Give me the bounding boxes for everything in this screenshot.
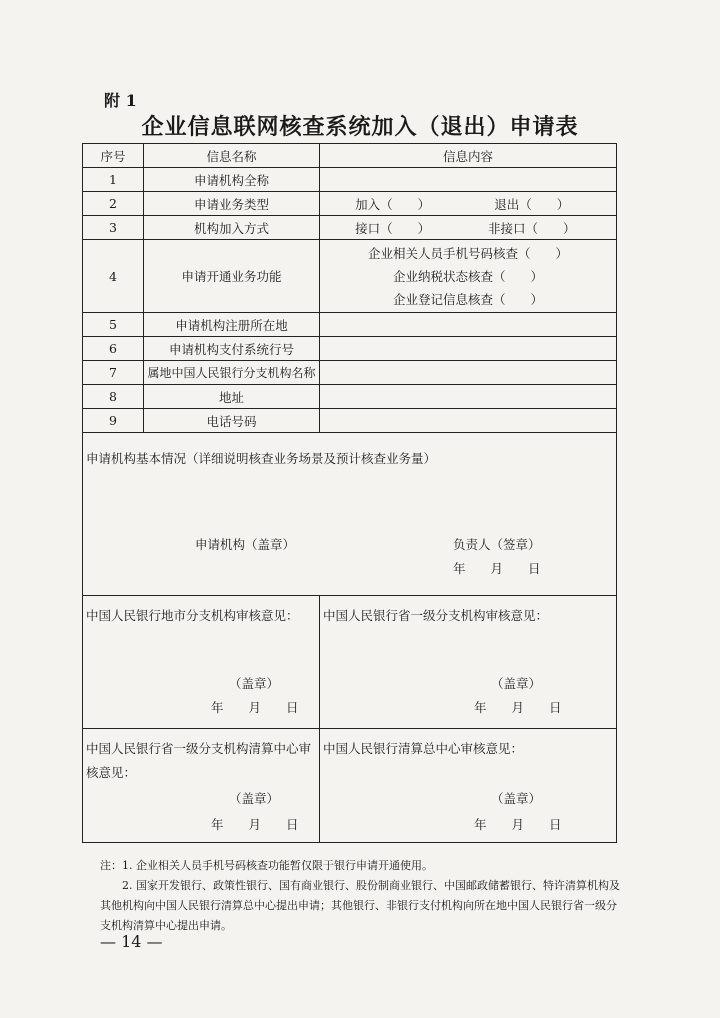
- table-row: [83, 361, 617, 385]
- row-name: 属地中国人民银行分支机构名称: [144, 361, 320, 385]
- join-method-field: [320, 216, 617, 240]
- function-mobile-check[interactable]: 企业相关人员手机号码核查（ ）: [367, 245, 568, 261]
- page-number: — 14 —: [100, 932, 163, 951]
- basic-info-row: [83, 433, 617, 596]
- basic-info-field[interactable]: [83, 433, 617, 596]
- row-name: 机构加入方式: [144, 216, 320, 240]
- business-type-field: [320, 192, 617, 216]
- province-clearing-review-field[interactable]: [83, 729, 320, 843]
- row-name: 申请机构支付系统行号: [144, 337, 320, 361]
- table-row: [83, 192, 617, 216]
- applicant-full-name-field[interactable]: [320, 168, 617, 192]
- row-seq: 1: [83, 168, 144, 192]
- table-row: [83, 216, 617, 240]
- phone-field[interactable]: [320, 409, 617, 433]
- address-field[interactable]: [320, 385, 617, 409]
- city-branch-date: 年 月 日: [211, 700, 299, 715]
- province-branch-seal: （盖章）: [490, 676, 541, 691]
- table-header-row: [83, 144, 617, 168]
- province-clearing-review-label: 中国人民银行省一级分支机构清算中心审核意见：: [86, 741, 312, 780]
- row-seq: 8: [83, 385, 144, 409]
- payment-bank-code-field[interactable]: [320, 337, 617, 361]
- function-tax-status-check[interactable]: 企业纳税状态核查（ ）: [392, 268, 543, 284]
- province-branch-review-field[interactable]: [320, 596, 617, 729]
- province-clearing-seal: （盖章）: [228, 791, 279, 806]
- review-row-1: [83, 596, 617, 729]
- application-form-table: [82, 143, 617, 843]
- header-content: 信息内容: [320, 144, 617, 168]
- header-name: 信息名称: [144, 144, 320, 168]
- registration-location-field[interactable]: [320, 313, 617, 337]
- row-seq: 6: [83, 337, 144, 361]
- applicant-seal-label: 申请机构（盖章）: [195, 537, 296, 552]
- head-clearing-review-label: 中国人民银行清算总中心审核意见：: [323, 741, 524, 756]
- row-name: 申请机构注册所在地: [144, 313, 320, 337]
- row-name: 申请业务类型: [144, 192, 320, 216]
- province-clearing-date: 年 月 日: [211, 817, 299, 832]
- function-registration-check[interactable]: 企业登记信息核查（ ）: [392, 291, 543, 307]
- row-name: 申请机构全称: [144, 168, 320, 192]
- head-clearing-review-field[interactable]: [320, 729, 617, 843]
- city-branch-review-label: 中国人民银行地市分支机构审核意见：: [86, 608, 299, 623]
- applicant-date: 年 月 日: [453, 561, 541, 576]
- head-clearing-date: 年 月 日: [474, 817, 562, 832]
- table-row: [83, 409, 617, 433]
- city-branch-seal: （盖章）: [228, 676, 279, 691]
- basic-info-label: 申请机构基本情况（详细说明核查业务场景及预计核查业务量）: [86, 451, 437, 466]
- row-name: 申请开通业务功能: [144, 240, 320, 313]
- row-name: 地址: [144, 385, 320, 409]
- footnote-1: 注：1. 企业相关人员手机号码核查功能暂仅限于银行申请开通使用。: [100, 859, 433, 872]
- province-branch-date: 年 月 日: [474, 700, 562, 715]
- join-option[interactable]: 加入（ ）: [355, 196, 431, 212]
- row-seq: 2: [83, 192, 144, 216]
- footnotes: [100, 856, 620, 936]
- row-seq: 3: [83, 216, 144, 240]
- header-seq: 序号: [83, 144, 144, 168]
- footnote-2: 2. 国家开发银行、政策性银行、国有商业银行、股份制商业银行、中国邮政储蓄银行、特许清算机构及其他机构向中国人民银行清算总中心提出申请；其他银行、非银行支付机构向所在地中国人民银行省一级分支机构清算中心提出申请。: [100, 879, 620, 932]
- province-branch-review-label: 中国人民银行省一级分支机构审核意见：: [323, 608, 549, 623]
- attachment-label: 附 1: [104, 91, 137, 110]
- leader-signature-label: 负责人（签章）: [453, 537, 541, 552]
- interface-option[interactable]: 接口（ ）: [355, 220, 431, 236]
- table-row: [83, 168, 617, 192]
- row-name: 电话号码: [144, 409, 320, 433]
- functions-field: [320, 240, 617, 313]
- city-branch-review-field[interactable]: [83, 596, 320, 729]
- table-row: [83, 337, 617, 361]
- row-seq: 9: [83, 409, 144, 433]
- table-row: [83, 385, 617, 409]
- review-row-2: [83, 729, 617, 843]
- row-seq: 4: [83, 240, 144, 313]
- non-interface-option[interactable]: 非接口（ ）: [488, 220, 576, 236]
- row-seq: 7: [83, 361, 144, 385]
- local-pboc-branch-field[interactable]: [320, 361, 617, 385]
- exit-option[interactable]: 退出（ ）: [494, 196, 570, 212]
- table-row: [83, 240, 617, 313]
- row-seq: 5: [83, 313, 144, 337]
- form-title: 企业信息联网核查系统加入（退出）申请表: [141, 114, 579, 140]
- head-clearing-seal: （盖章）: [490, 791, 541, 806]
- table-row: [83, 313, 617, 337]
